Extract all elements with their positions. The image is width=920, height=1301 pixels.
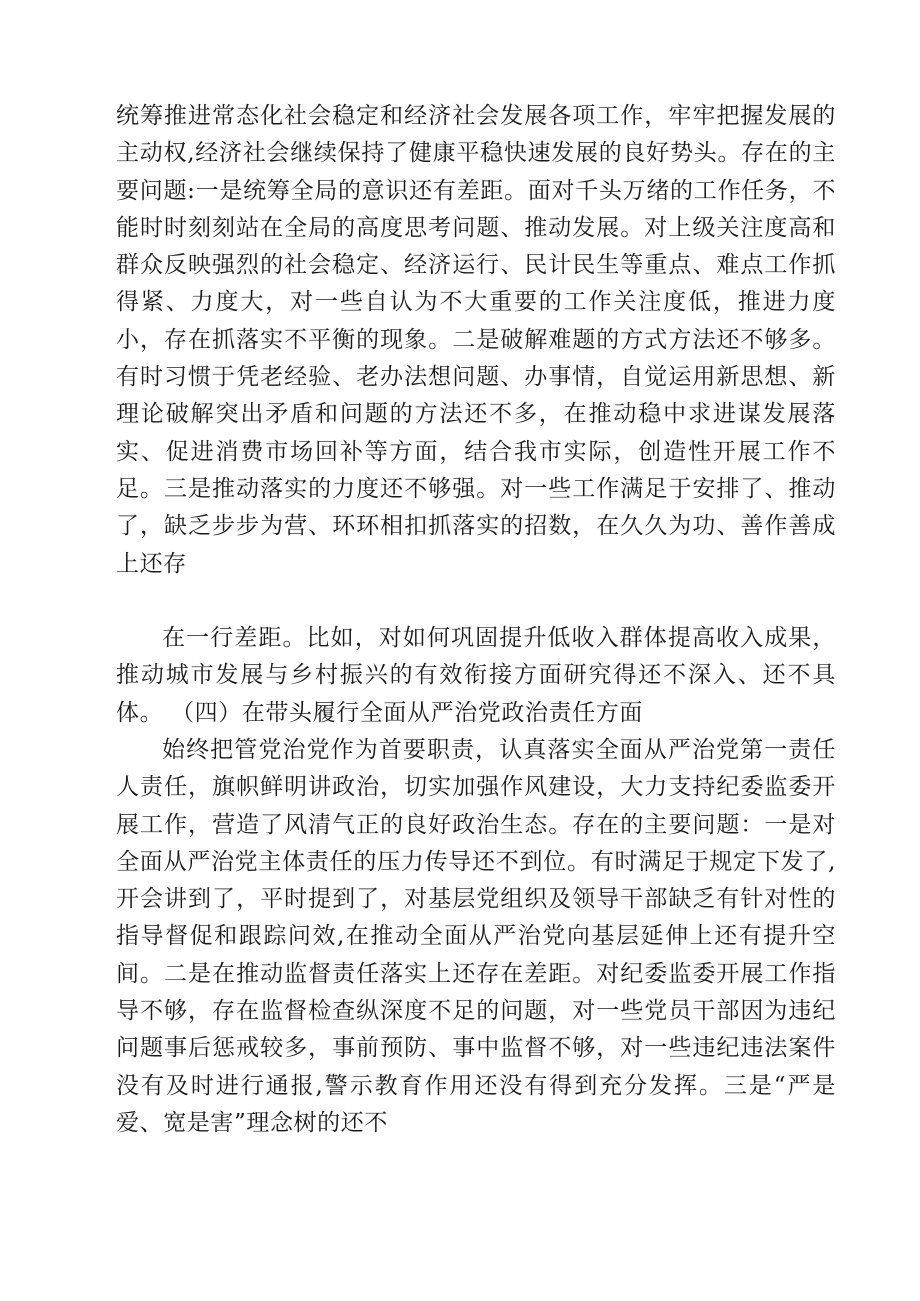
body-paragraph: 统筹推进常态化社会稳定和经济社会发展各项工作，牢牢把握发展的主动权,经济社会继续保持了健康平稳快速发展的良好势头。存在的主要问题:一是统筹全局的意识还有差距。面对千头万绪的工作任务，不能时时刻刻站在全局的高度思考问题、推动发展。对上级关注度高和群众反映强烈的社会稳定、经济运行、民计民生等重点、难点工作抓得紧、力度大，对一些自认为不大重要的工作关注度低，推进力度小，存在抓落实不平衡的现象。二是破解难题的方式方法还不够多。有时习惯于凭老经验、老办法想问题、办事情，自觉运用新思想、新理论破解突出矛盾和问题的方法还不多，在推动稳中求进谋发展落实、促进消费市场回补等方面，结合我市实际，创造性开展工作不足。三是推动落实的力度还不够强。对一些工作满足于安排了、推动了，缺乏步步为营、环环相扣抓落实的招数，在久久为功、善作善成上还存 (116, 103, 836, 577)
body-paragraph: 在一行差距。比如，对如何巩固提升低收入群体提高收入成果，推动城市发展与乡村振兴的有效衔接方面研究得还不深入、还不具体。 (116, 625, 836, 726)
section-heading: （四）在带头履行全面从严治党政治责任方面 (171, 700, 643, 726)
body-paragraph-4-block (116, 732, 836, 1142)
section-heading-block (116, 695, 836, 732)
body-paragraph-1-block (116, 98, 836, 583)
body-paragraph: 始终把管党治党作为首要职责，认真落实全面从严治党第一责任人责任，旗帜鲜明讲政治，切实加强作风建设，大力支持纪委监委开展工作，营造了风清气正的良好政治生态。存在的主要问题：一是对全面从严治党主体责任的压力传导还不到位。有时满足于规定下发了,开会讲到了，平时提到了，对基层党组织及领导干部缺乏有针对性的指导督促和跟踪问效,在推动全面从严治党向基层延伸上还有提升空间。二是在推动监督责任落实上还存在差距。对纪委监委开展工作指导不够，存在监督检查纵深度不足的问题，对一些党员干部因为违纪问题事后惩戒较多，事前预防、事中监督不够，对一些违纪违法案件没有及时进行通报,警示教育作用还没有得到充分发挥。三是“严是爱、宽是害”理念树的还不 (116, 737, 836, 1136)
